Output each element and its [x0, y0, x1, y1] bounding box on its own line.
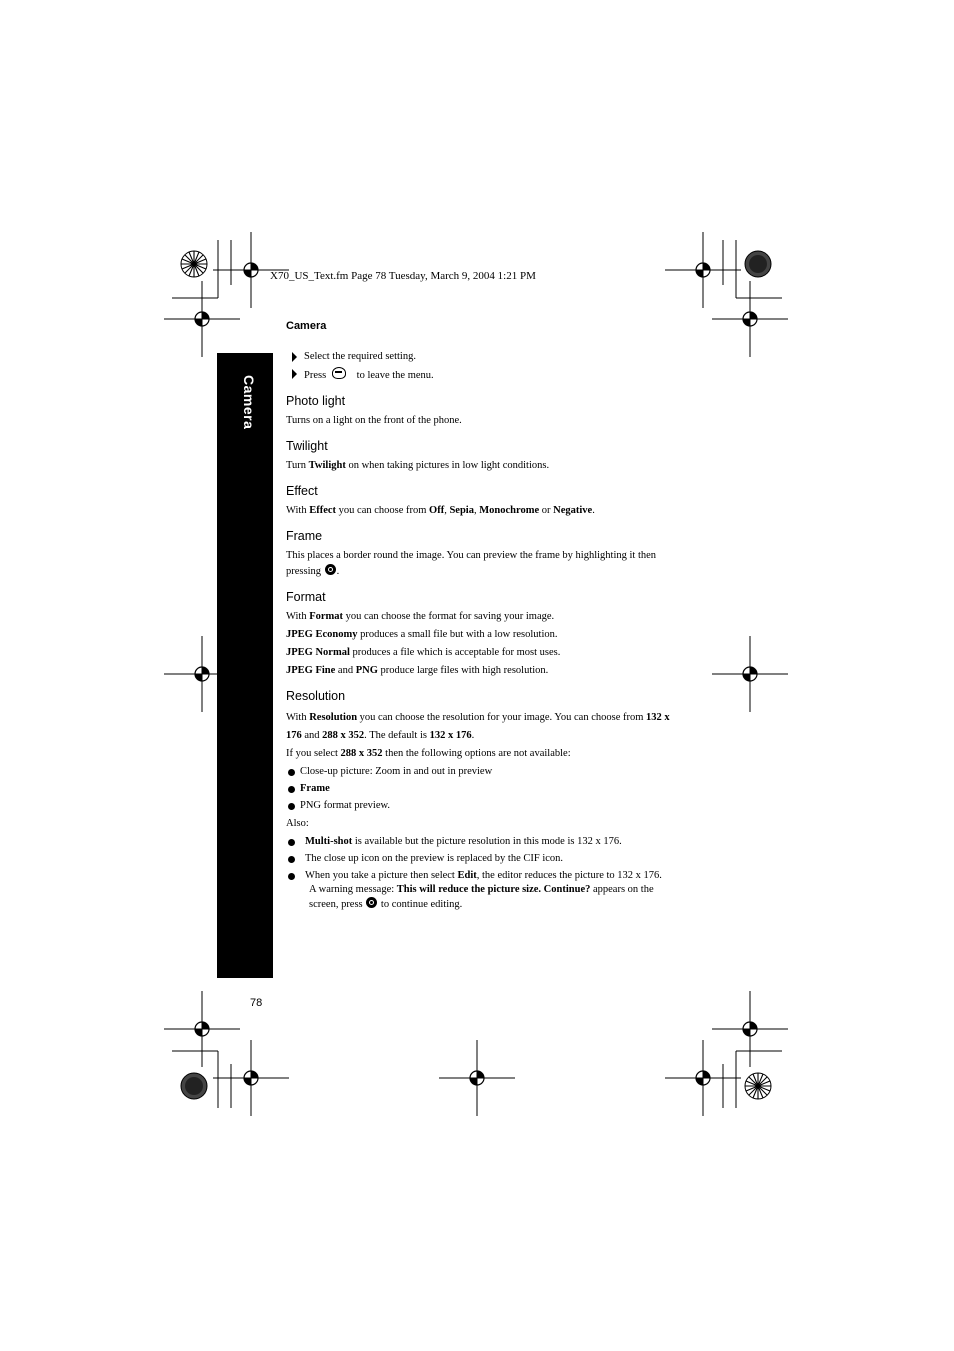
- heading-frame: Frame: [286, 529, 323, 544]
- format-text-3: JPEG Normal produces a file which is acceptable for most uses.: [286, 646, 561, 658]
- list-item: PNG format preview.: [286, 799, 686, 813]
- heading-effect: Effect: [286, 484, 318, 499]
- step-text: to leave the menu.: [356, 370, 434, 382]
- step-text: Select the required setting.: [304, 351, 416, 362]
- format-text-2: JPEG Economy produces a small file but with a low resolution.: [286, 628, 558, 640]
- effect-text: With Effect you can choose from Off, Sepia, Monochrome or Negative.: [286, 505, 595, 517]
- resolution-text-1: With Resolution you can choose the resolution for your image. You can choose from 132 x 176 and 288 x 352. The default is 132 x 176.: [286, 712, 670, 741]
- also-label: Also:: [286, 817, 309, 829]
- page-number: 78: [250, 997, 263, 1009]
- running-head: Camera: [286, 320, 327, 332]
- photo-light-text: Turns on a light on the front of the phone.: [286, 415, 462, 427]
- arrow-right-icon: [292, 369, 297, 379]
- list-item: The close up icon on the preview is replaced by the CIF icon.: [286, 852, 686, 866]
- twilight-text: Turn Twilight on when taking pictures in low light conditions.: [286, 460, 550, 472]
- list-item: Close-up picture: Zoom in and out in preview: [286, 765, 686, 779]
- unavailable-list: [286, 765, 686, 814]
- list-item: When you take a picture then select Edit, the editor reduces the picture to 132 x 176. A warning message: This will reduce the picture size. Continue? appears on the screen, press to continue editing.: [286, 869, 686, 913]
- heading-photo-light: Photo light: [286, 394, 346, 409]
- frame-text: This places a border round the image. You can preview the frame by highlighting it then pressing .: [286, 550, 657, 577]
- arrow-right-icon: [292, 352, 297, 362]
- list-item: Multi-shot is available but the picture resolution in this mode is 132 x 176.: [286, 835, 686, 849]
- format-text-1: With Format you can choose the format for saving your image.: [286, 610, 555, 622]
- side-tab-label: Camera: [241, 375, 257, 430]
- list-item: Frame: [286, 782, 686, 796]
- page-content: [286, 350, 686, 916]
- step-select: [286, 350, 686, 364]
- also-list: [286, 835, 686, 913]
- resolution-text-2: If you select 288 x 352 then the following options are not available:: [286, 747, 571, 759]
- heading-resolution: Resolution: [286, 689, 346, 704]
- ok-key-icon: [325, 564, 336, 575]
- step-press: [286, 367, 686, 383]
- back-key-icon: [332, 367, 346, 379]
- heading-format: Format: [286, 589, 326, 604]
- ok-key-icon: [366, 897, 377, 908]
- heading-twilight: Twilight: [286, 439, 328, 454]
- format-text-4: JPEG Fine and PNG produce large files with high resolution.: [286, 665, 549, 677]
- step-text: Press: [304, 370, 327, 382]
- side-tab: [217, 353, 273, 978]
- print-header: X70_US_Text.fm Page 78 Tuesday, March 9, 2004 1:21 PM: [270, 270, 536, 282]
